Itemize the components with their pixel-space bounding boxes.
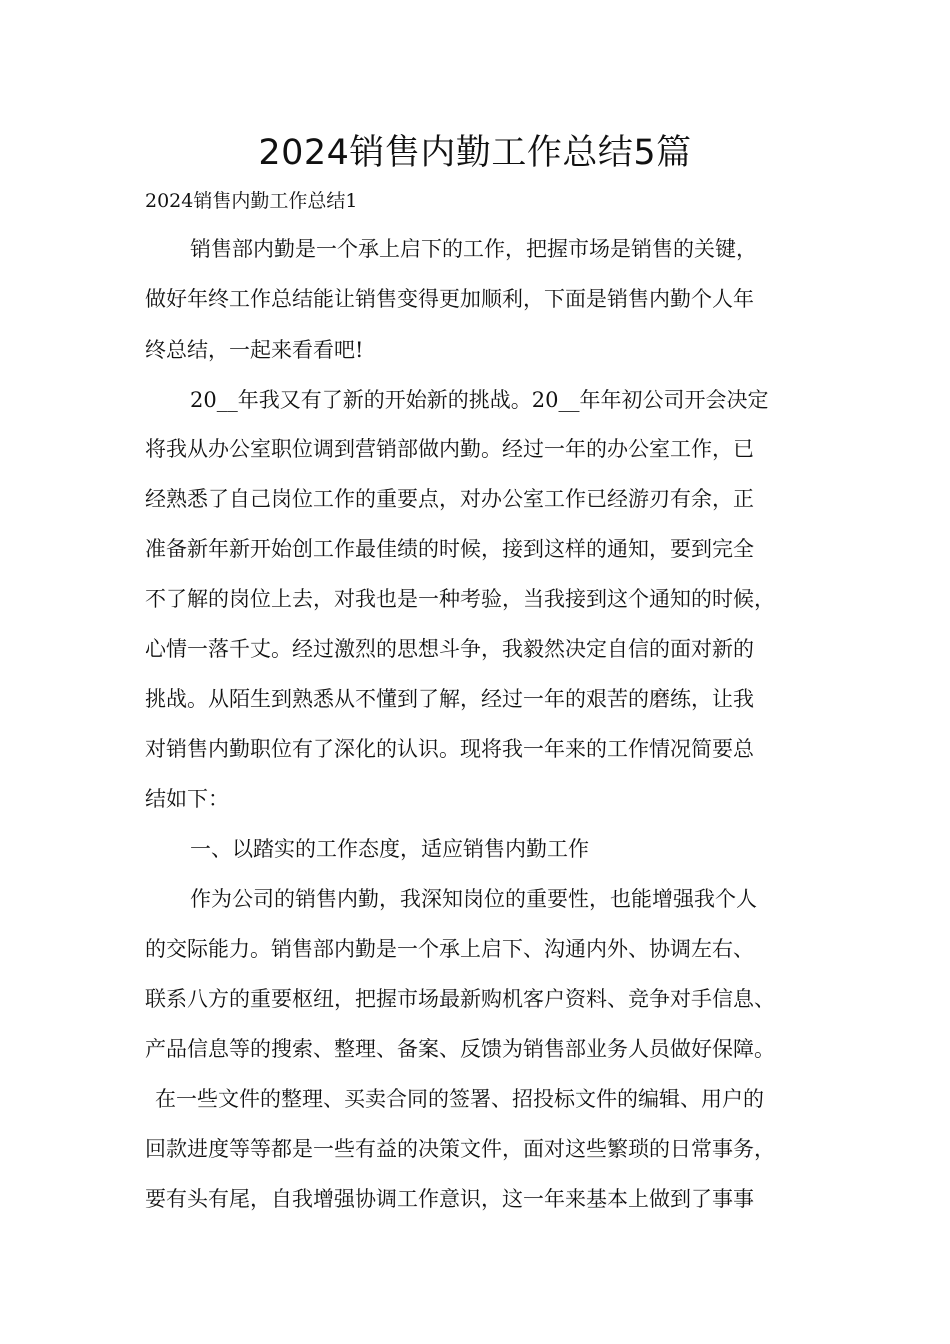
paragraph-line: 产品信息等的搜索、整理、备案、反馈为销售部业务人员做好保障。	[145, 1037, 775, 1061]
document-title: 2024销售内勤工作总结5篇	[258, 133, 692, 173]
paragraph-line: 经熟悉了自己岗位工作的重要点，对办公室工作已经游刃有余，正	[145, 487, 754, 511]
paragraph-line: 不了解的岗位上去，对我也是一种考验，当我接到这个通知的时候，	[145, 587, 775, 611]
paragraph-line: 回款进度等等都是一些有益的决策文件，面对这些繁琐的日常事务，	[145, 1137, 775, 1161]
section-heading: 一、以踏实的工作态度，适应销售内勤工作	[190, 837, 589, 861]
paragraph-line: 20__年我又有了新的开始新的挑战。20__年年初公司开会决定	[190, 388, 769, 412]
paragraph-line: 作为公司的销售内勤，我深知岗位的重要性，也能增强我个人	[190, 887, 757, 911]
paragraph-line: 将我从办公室职位调到营销部做内勤。经过一年的办公室工作，已	[145, 437, 754, 461]
section-subtitle: 2024销售内勤工作总结1	[145, 190, 358, 212]
paragraph-line: 销售部内勤是一个承上启下的工作，把握市场是销售的关键，	[190, 237, 757, 261]
paragraph-line: 结如下：	[145, 787, 229, 811]
paragraph-line: 准备新年新开始创工作最佳绩的时候，接到这样的通知，要到完全	[145, 537, 754, 561]
paragraph-line: 挑战。从陌生到熟悉从不懂到了解，经过一年的艰苦的磨练，让我	[145, 687, 754, 711]
paragraph-line: 的交际能力。销售部内勤是一个承上启下、沟通内外、协调左右、	[145, 937, 754, 961]
paragraph-line: 对销售内勤职位有了深化的认识。现将我一年来的工作情况简要总	[145, 737, 754, 761]
paragraph-line: 做好年终工作总结能让销售变得更加顺利，下面是销售内勤个人年	[145, 287, 754, 311]
paragraph-line: 联系八方的重要枢纽，把握市场最新购机客户资料、竞争对手信息、	[145, 987, 775, 1011]
paragraph-line: 心情一落千丈。经过激烈的思想斗争，我毅然决定自信的面对新的	[145, 637, 754, 661]
paragraph-line: 要有头有尾，自我增强协调工作意识，这一年来基本上做到了事事	[145, 1187, 754, 1211]
paragraph-line: 在一些文件的整理、买卖合同的签署、招投标文件的编辑、用户的	[155, 1087, 764, 1111]
paragraph-line: 终总结，一起来看看吧!	[145, 338, 364, 362]
